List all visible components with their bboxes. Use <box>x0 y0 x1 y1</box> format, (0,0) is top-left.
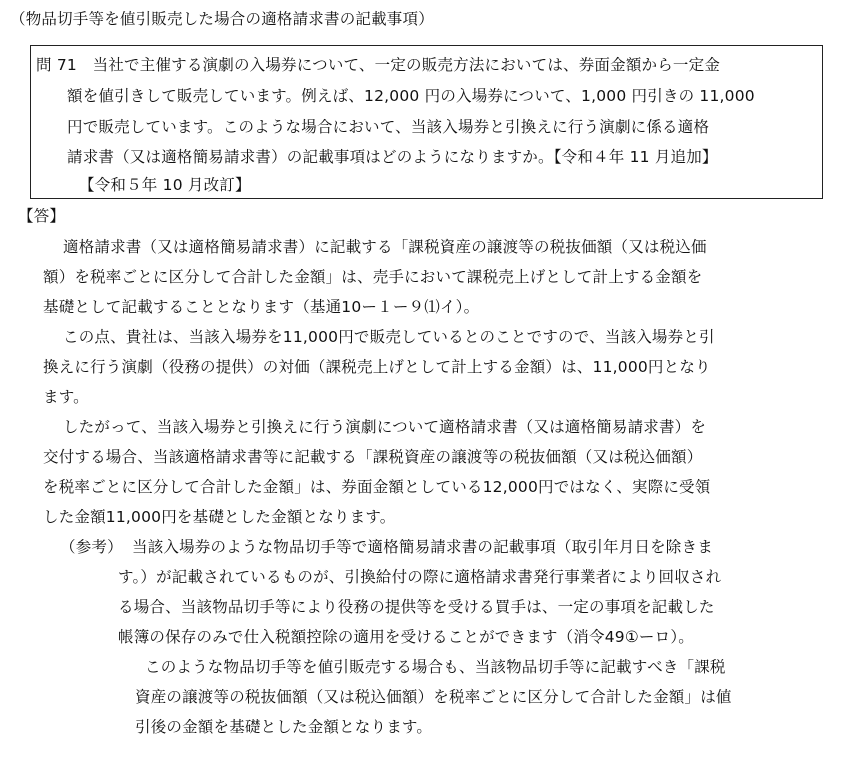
answer-line: した金額11,000円を基礎とした金額となります。 <box>43 508 396 526</box>
reference-line: 資産の譲渡等の税抜価額（又は税込価額）を税率ごとに区分して合計した金額」は値 <box>135 688 732 706</box>
answer-label: 【答】 <box>18 207 66 225</box>
answer-line: 交付する場合、当該適格請求書等に記載する「課税資産の譲渡等の税抜価額（又は税込価額） <box>43 448 703 466</box>
reference-label: （参考） <box>60 538 123 556</box>
reference-line: す。）が記載されているものが、引換給付の際に適格請求書発行事業者により回収され <box>118 568 722 586</box>
reference-line: 帳簿の保存のみで仕入税額控除の適用を受けることができます（消令49①ーロ）。 <box>118 628 694 646</box>
answer-line: 基礎として記載することとなります（基通10ー１ー９⑴イ）。 <box>43 298 480 316</box>
section-title: （物品切手等を値引販売した場合の適格請求書の記載事項） <box>10 10 434 28</box>
answer-line: 適格請求書（又は適格簡易請求書）に記載する「課税資産の譲渡等の税抜価額（又は税込価 <box>63 238 707 256</box>
reference-line: 当該入場券のような物品切手等で適格簡易請求書の記載事項（取引年月日を除きま <box>132 538 713 556</box>
question-box <box>30 45 823 199</box>
answer-line: を税率ごとに区分して合計した金額」は、券面金額としている12,000円ではなく、実際に受領 <box>43 478 711 496</box>
reference-line: このような物品切手等を値引販売する場合も、当該物品切手等に記載すべき「課税 <box>145 658 726 676</box>
answer-line: 額）を税率ごとに区分して合計した金額」は、売手において課税売上げとして計上する金額を <box>43 268 703 286</box>
answer-line: 換えに行う演劇（役務の提供）の対価（課税売上げとして計上する金額）は、11,000円となり <box>43 358 711 376</box>
reference-line: る場合、当該物品切手等により役務の提供等を受ける買手は、一定の事項を記載した <box>118 598 715 616</box>
answer-line: この点、貴社は、当該入場券を11,000円で販売しているとのことですので、当該入場券と引 <box>63 328 715 346</box>
answer-line: したがって、当該入場券と引換えに行う演劇について適格請求書（又は適格簡易請求書）を <box>63 418 707 436</box>
question-line: 問 71 当社で主催する演劇の入場券について、一定の販売方法においては、券面金額から一定金 <box>36 56 721 74</box>
question-line: 請求書（又は適格簡易請求書）の記載事項はどのようになりますか。【令和４年 11 月追加】 <box>67 148 718 166</box>
question-line: 額を値引きして販売しています。例えば、12,000 円の入場券について、1,000 円引きの 11,000 <box>67 87 755 105</box>
question-line: 円で販売しています。このような場合において、当該入場券と引換えに行う演劇に係る適格 <box>67 118 710 136</box>
answer-line: ます。 <box>43 388 89 406</box>
question-line: 【令和５年 10 月改訂】 <box>79 176 251 194</box>
reference-line: 引後の金額を基礎とした金額となります。 <box>135 718 433 736</box>
